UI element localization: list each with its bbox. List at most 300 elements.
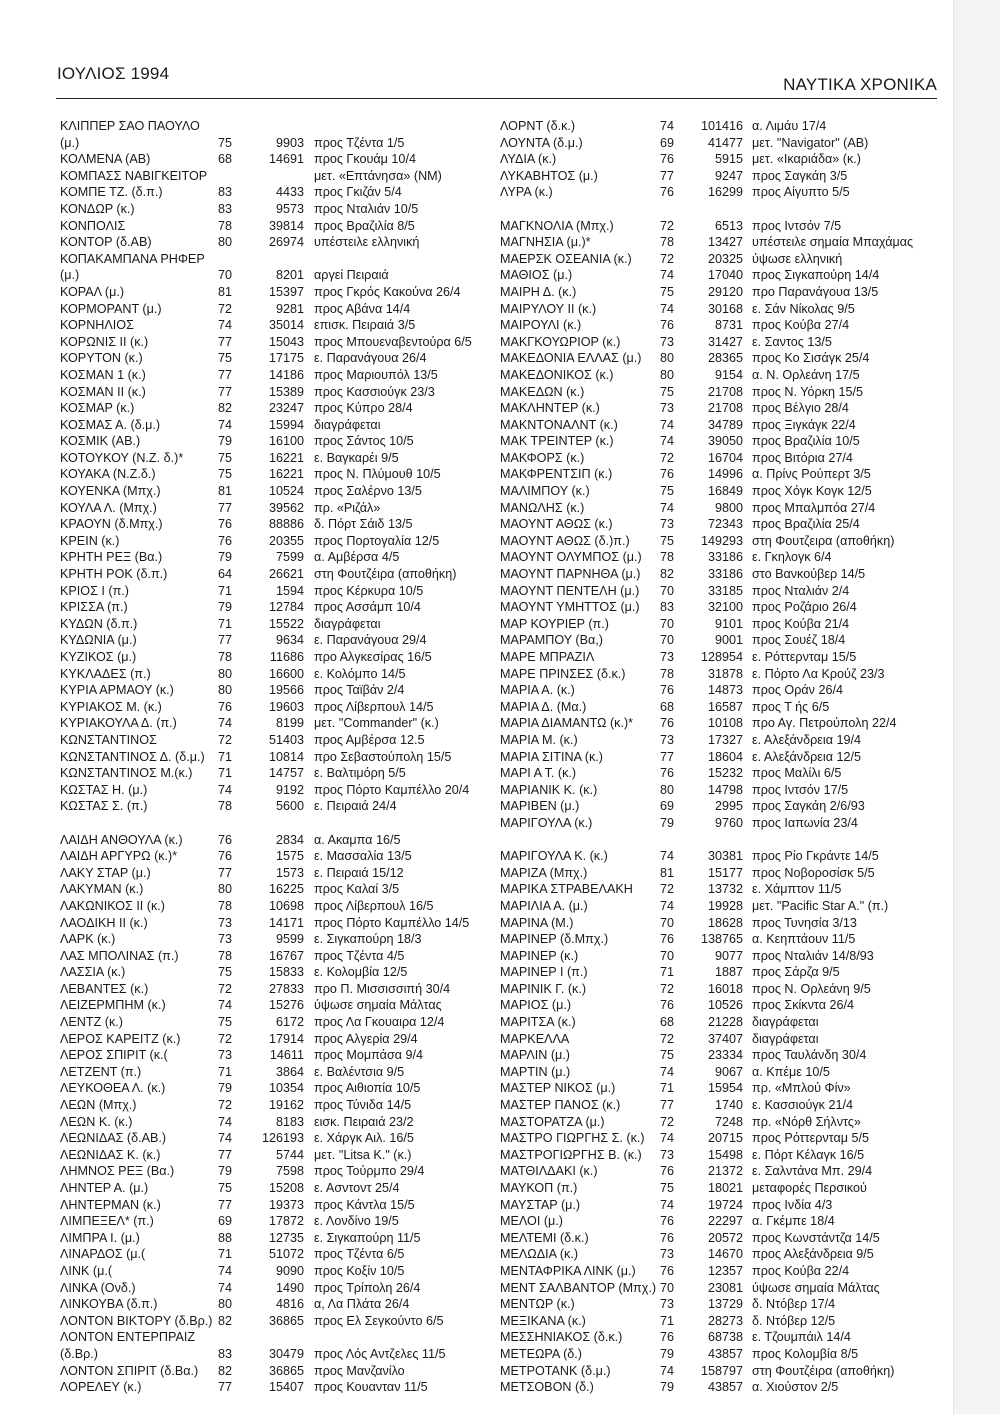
ship-status: προς Σαγκάη 2/6/93 <box>752 799 865 814</box>
ship-status: ε. Αλεξάνδρεια 12/5 <box>752 749 861 764</box>
ship-row <box>500 931 945 948</box>
ship-row <box>60 1363 500 1380</box>
ship-tonnage: 1887 <box>714 965 743 980</box>
ship-tonnage: 12357 <box>707 1263 743 1278</box>
ship-tonnage: 31427 <box>707 334 743 349</box>
ship-row <box>500 782 945 799</box>
ship-tonnage: 21228 <box>707 1015 743 1030</box>
ship-row <box>60 218 500 235</box>
ship-row <box>500 1097 945 1114</box>
ship-name: ΜΑΡΙΝΕΡ (δ.Μπχ.) <box>500 932 609 947</box>
ship-row <box>60 1014 500 1031</box>
ship-year: 74 <box>218 782 233 797</box>
ship-status: ε. Παρανάγουα 29/4 <box>314 633 427 648</box>
ship-status: α. Κπέμε 10/5 <box>752 1064 830 1079</box>
ship-row <box>60 135 500 152</box>
ship-tonnage: 17327 <box>707 732 743 747</box>
ship-row <box>60 483 500 500</box>
ship-tonnage: 8201 <box>275 268 304 283</box>
ship-name: ΜΑΚΓΚΟΥΩΡΙΟΡ (κ.) <box>500 334 621 349</box>
ship-name: ΚΟΣΜΑΝ ΙΙ (κ.) <box>60 384 146 399</box>
ship-year: 76 <box>660 683 675 698</box>
ship-year: 81 <box>660 865 675 880</box>
ship-status: ε. Βαγκαρέι 9/5 <box>314 450 399 465</box>
ship-status: α. Αμβέρσα 4/5 <box>314 550 400 565</box>
ship-status: προς Κύπρο 28/4 <box>314 401 413 416</box>
ship-row <box>500 682 945 699</box>
ship-status: προς Ταϊβάν 2/4 <box>314 683 405 698</box>
ship-status: προς Ασσάμπ 10/4 <box>314 600 421 615</box>
ship-status: ε. Κασσιούγκ 21/4 <box>752 1098 853 1113</box>
ship-row <box>500 732 945 749</box>
ship-year: 69 <box>660 799 675 814</box>
ship-name: ΛΕΙΖΕΡΜΠΗΜ (κ.) <box>60 998 166 1013</box>
ship-tonnage: 68738 <box>707 1330 743 1345</box>
ship-status: προς Αλεξάνδρεια 9/5 <box>752 1247 874 1262</box>
ship-name: ΜΑΙΡΗ Δ. (κ.) <box>500 284 577 299</box>
ship-name: ΜΑΡΙ Α Τ. (κ.) <box>500 766 577 781</box>
ship-name: ΛΟΝΤΟΝ ΕΝΤΕΡΠΡΑΙΖ <box>60 1330 196 1345</box>
ship-year: 76 <box>660 185 675 200</box>
ship-name: ΜΑΚΦΟΡΣ (κ.) <box>500 450 585 465</box>
ship-status: μετ. "Navigator" (ΑΒ) <box>752 135 869 150</box>
ship-year: 79 <box>218 434 233 449</box>
ship-year: 77 <box>660 1098 675 1113</box>
ship-year: 76 <box>218 832 233 847</box>
ship-status: προς Βραζιλία 25/4 <box>752 517 860 532</box>
ship-tonnage: 13427 <box>707 235 743 250</box>
ship-tonnage: 29120 <box>707 284 743 299</box>
ship-status: προς Βραζιλία 10/5 <box>752 434 860 449</box>
ship-tonnage: 128954 <box>700 650 743 664</box>
ship-row <box>500 184 945 201</box>
ship-status: προς Σαλέρνο 13/5 <box>314 484 422 499</box>
ship-year: 74 <box>660 500 675 515</box>
ship-status: προς Αβάνα 14/4 <box>314 301 411 316</box>
ship-row <box>500 1296 945 1313</box>
ship-row <box>500 1163 945 1180</box>
ship-name: ΜΑΛΙΜΠΟΥ (κ.) <box>500 484 590 499</box>
ship-name: ΜΑΡΙΝΑ (Μ.) <box>500 915 574 930</box>
ship-row <box>60 649 500 666</box>
ship-name: ΚΟΜΠΑΣΣ ΝΑΒΙΓΚΕΙΤΟΡ <box>60 168 208 183</box>
ship-year: 74 <box>660 898 675 913</box>
ship-status: α. Ακαμπα 16/5 <box>314 832 401 847</box>
ship-tonnage: 15232 <box>707 766 743 781</box>
ship-tonnage: 15177 <box>707 865 743 880</box>
ship-year: 72 <box>660 882 675 897</box>
ship-row <box>60 400 500 417</box>
ship-name: ΚΩΝΣΤΑΝΤΙΝΟΣ <box>60 732 157 747</box>
ship-row <box>500 1014 945 1031</box>
ship-tonnage: 2834 <box>275 832 304 847</box>
ship-row <box>60 1263 500 1280</box>
ship-tonnage: 15389 <box>268 384 304 399</box>
ship-tonnage: 33186 <box>707 550 743 565</box>
ship-name: ΛΟΝΤΟΝ ΒΙΚΤΟΡΥ (δ.Βρ.) <box>60 1313 213 1328</box>
ship-row <box>500 417 945 434</box>
ship-row <box>60 765 500 782</box>
ship-status: προς Κασσιούγκ 23/3 <box>314 384 435 399</box>
ship-row <box>500 267 945 284</box>
ship-name: ΜΕΝΤ ΣΑΛΒΑΝΤΟΡ (Μπχ.) <box>500 1280 657 1295</box>
ship-tonnage: 20325 <box>707 251 743 266</box>
ship-status: ύψωσε σημαία Μάλτας <box>752 1280 880 1295</box>
ship-row <box>60 599 500 616</box>
ship-year: 77 <box>660 749 675 764</box>
ship-row <box>60 798 500 815</box>
ship-year: 72 <box>660 981 675 996</box>
ship-tonnage: 41477 <box>707 135 743 150</box>
ship-status: προς Κολομβία 8/5 <box>752 1346 859 1361</box>
ship-status: προ Παρανάγουα 13/5 <box>752 284 879 299</box>
ship-name: ΚΟΣΜΑΝ 1 (κ.) <box>60 367 146 382</box>
ship-tonnage: 14798 <box>707 782 743 797</box>
ship-name: ΚΟΥΕΝΚΑ (Μπχ.) <box>60 484 161 499</box>
ship-row <box>500 1080 945 1097</box>
ship-name: ΚΡΙΣΣΑ (π.) <box>60 600 128 615</box>
ship-name: ΜΑΡΕ ΜΠΡΑΖΙΛ <box>500 650 595 664</box>
ship-name: ΜΑΓΝΗΣΙΑ (μ.)* <box>500 235 591 250</box>
ship-name: ΚΩΣΤΑΣ Σ. (π.) <box>60 799 148 814</box>
ship-status: προς Καλαί 3/5 <box>314 882 400 897</box>
ship-tonnage: 9281 <box>275 301 304 316</box>
ship-status: ε. Σάν Νίκολας 9/5 <box>752 301 855 316</box>
ship-tonnage: 8731 <box>714 318 743 333</box>
ship-row <box>500 400 945 417</box>
ship-row <box>60 915 500 932</box>
ship-status: προς Βέλγιο 28/4 <box>752 401 849 416</box>
ship-year: 76 <box>218 533 233 548</box>
ship-row <box>500 583 945 600</box>
ship-row <box>60 616 500 633</box>
ship-tonnage: 1740 <box>714 1098 743 1113</box>
ship-year: 72 <box>660 251 675 266</box>
ship-name: ΜΑΕΡΣΚ ΟΣΕΑΝΙΑ (κ.) <box>500 251 632 266</box>
ship-name: ΚΥΡΙΑΚΟΥΛΑ Δ. (π.) <box>60 716 177 731</box>
ship-row <box>60 1163 500 1180</box>
ship-year: 76 <box>218 699 233 714</box>
ship-tonnage: 21708 <box>707 384 743 399</box>
section-gap <box>60 815 500 832</box>
ship-status: προς Γκιζάν 5/4 <box>314 185 402 200</box>
ship-status: προς Μπουεναβεντούρα 6/5 <box>314 334 472 349</box>
ship-year: 77 <box>218 1147 233 1162</box>
ship-status: ύψωσε σημαία Μάλτας <box>314 998 442 1013</box>
ship-tonnage: 27833 <box>268 981 304 996</box>
section-gap <box>500 201 945 218</box>
ship-year: 76 <box>218 849 233 864</box>
ship-row <box>60 1230 500 1247</box>
ship-row <box>60 184 500 201</box>
ship-tonnage: 35014 <box>268 318 304 333</box>
ship-row <box>60 1147 500 1164</box>
ship-status: ε. Πόρτο Λα Κρούζ 23/3 <box>752 666 885 681</box>
ship-tonnage: 16299 <box>707 185 743 200</box>
ship-name: ΚΡΗΤΗ ΡΟΚ (δ.π.) <box>60 567 168 582</box>
ship-row <box>500 466 945 483</box>
ship-row <box>500 1263 945 1280</box>
ship-row <box>60 1296 500 1313</box>
ship-status: ε. Μασσαλία 13/5 <box>314 849 412 864</box>
ship-status: προς Χόγκ Κογκ 12/5 <box>752 484 872 499</box>
ship-row <box>500 516 945 533</box>
ship-row <box>60 234 500 251</box>
section-gap <box>500 832 945 849</box>
ship-tonnage: 14171 <box>268 915 304 930</box>
ship-tonnage: 9077 <box>714 948 743 963</box>
ship-row <box>500 433 945 450</box>
ship-year: 76 <box>660 318 675 333</box>
ship-status: ε. Σιγκαπούρη 11/5 <box>314 1230 421 1245</box>
ship-row <box>60 317 500 334</box>
ship-year: 78 <box>218 898 233 913</box>
ship-tonnage: 158797 <box>700 1363 743 1378</box>
ship-tonnage: 15954 <box>707 1081 743 1096</box>
ship-status: στη Φουτζειρα (αποθήκη) <box>752 533 895 548</box>
ship-status: α. Ν. Ορλεάνη 17/5 <box>752 367 860 382</box>
ship-name: ΚΡΑΟΥΝ (δ.Μπχ.) <box>60 517 163 532</box>
ship-tonnage: 16225 <box>268 882 304 897</box>
ship-year: 77 <box>218 384 233 399</box>
ship-name: ΛΑΡΚ (κ.) <box>60 932 116 947</box>
ship-status: προς Ταυλάνδη 30/4 <box>752 1048 867 1063</box>
ship-name: (μ.) <box>60 135 80 150</box>
ship-name: ΜΑΡΕ ΠΡΙΝΣΕΣ (δ.κ.) <box>500 666 626 681</box>
ship-year: 74 <box>660 1064 675 1079</box>
ship-row <box>500 1197 945 1214</box>
ship-name: ΛΕΩΝ (Μπχ.) <box>60 1098 137 1113</box>
ship-tonnage: 15498 <box>707 1147 743 1162</box>
ship-name: ΚΟΡΝΗΛΙΟΣ <box>60 318 134 333</box>
ship-name: ΜΕΛΩΔΙΑ (κ.) <box>500 1247 579 1262</box>
ship-row <box>500 666 945 683</box>
ship-tonnage: 8199 <box>275 716 304 731</box>
ship-status: προς Ιντσόν 7/5 <box>752 218 842 233</box>
ship-year: 73 <box>218 1048 233 1063</box>
ship-status: επισκ. Πειραιά 3/5 <box>314 318 416 333</box>
ship-status: πρ. «Μπλού Φίν» <box>752 1081 851 1096</box>
ship-row <box>500 1064 945 1081</box>
ship-row <box>500 699 945 716</box>
ship-tonnage: 88886 <box>268 517 304 532</box>
ship-name: ΜΕΣΣΗΝΙΑΚΟΣ (δ.κ.) <box>500 1330 623 1345</box>
ship-year: 75 <box>660 533 675 548</box>
ship-row <box>500 948 945 965</box>
ship-name: ΜΑΡΙΝΕΡ (κ.) <box>500 948 579 963</box>
ship-row <box>500 234 945 251</box>
ship-year: 80 <box>218 882 233 897</box>
ship-year: 70 <box>218 268 233 283</box>
ship-tonnage: 2995 <box>714 799 743 814</box>
ship-name: ΜΑΡΙΤΣΑ (κ.) <box>500 1015 576 1030</box>
ship-row <box>500 915 945 932</box>
ship-status: ε. Κολομβία 12/5 <box>314 965 408 980</box>
ship-status: α. Χιούστον 2/5 <box>752 1380 839 1395</box>
ship-name: ΛΑΟΔΙΚΗ ΙΙ (κ.) <box>60 915 148 930</box>
ship-name: ΛΙΝΚΟΥΒΑ (δ.π.) <box>60 1297 158 1312</box>
ship-tonnage: 7599 <box>275 550 304 565</box>
page-edge-shadow <box>953 0 1000 1414</box>
ship-row <box>500 1130 945 1147</box>
ship-row <box>60 1280 500 1297</box>
ship-row <box>60 466 500 483</box>
ship-status: πρ. «Ριζάλ» <box>314 500 381 515</box>
ship-row <box>60 267 500 284</box>
ship-row <box>500 599 945 616</box>
ship-year: 80 <box>218 235 233 250</box>
ship-year: 75 <box>218 351 233 366</box>
ship-tonnage: 30168 <box>707 301 743 316</box>
ship-row <box>60 981 500 998</box>
ship-year: 88 <box>218 1230 233 1245</box>
ship-year: 81 <box>218 484 233 499</box>
ship-status: προς Ξιγκάγκ 22/4 <box>752 417 856 432</box>
ship-name: ΜΑΣΤΡΟ ΓΙΩΡΓΗΣ Σ. (κ.) <box>500 1131 645 1146</box>
ship-year: 80 <box>660 782 675 797</box>
ship-year: 76 <box>660 1214 675 1229</box>
ship-row <box>500 284 945 301</box>
ship-tonnage: 14670 <box>707 1247 743 1262</box>
ship-name: ΜΑΝΩΛΗΣ (κ.) <box>500 500 585 515</box>
ship-status: προς Γκουάμ 10/4 <box>314 152 416 167</box>
ship-name: ΜΑΘΙΟΣ (μ.) <box>500 268 573 283</box>
ship-row <box>500 151 945 168</box>
ship-year: 74 <box>218 998 233 1013</box>
ship-row <box>60 682 500 699</box>
ship-name: ΚΟΥΛΑ Λ. (Μπχ.) <box>60 500 157 515</box>
ship-row <box>60 549 500 566</box>
ship-name: ΜΑΡΙΑ Μ. (κ.) <box>500 732 578 747</box>
ship-row <box>60 699 500 716</box>
ship-name: ΛΥΔΙΑ (κ.) <box>500 152 557 167</box>
ship-tonnage: 9247 <box>714 168 743 183</box>
ship-name: ΜΑΚΕΔΟΝΙΑ ΕΛΛΑΣ (μ.) <box>500 351 642 366</box>
ship-status: προς Κάντλα 15/5 <box>314 1197 415 1212</box>
ship-status: διαγράφεται <box>314 616 381 631</box>
ship-status: προς Τζέντα 6/5 <box>314 1247 405 1262</box>
ship-tonnage: 23247 <box>268 401 304 416</box>
ship-year: 72 <box>660 450 675 465</box>
ship-tonnage: 12784 <box>268 600 304 615</box>
ship-tonnage: 19373 <box>268 1197 304 1212</box>
ship-year: 70 <box>660 616 675 631</box>
ship-row <box>500 533 945 550</box>
ship-name: ΚΟΥΑΚΑ (Ν.Ζ.δ.) <box>60 467 156 482</box>
ship-row <box>60 848 500 865</box>
ship-tonnage: 34789 <box>707 417 743 432</box>
ship-row <box>500 1047 945 1064</box>
ship-row <box>500 1230 945 1247</box>
ship-tonnage: 28273 <box>707 1313 743 1328</box>
ship-row <box>60 997 500 1014</box>
ship-tonnage: 1575 <box>275 849 304 864</box>
ship-status: προς Μομπάσα 9/4 <box>314 1048 424 1063</box>
ship-row <box>500 848 945 865</box>
ship-row <box>500 500 945 517</box>
ship-row <box>60 151 500 168</box>
ship-status: προς Σουέζ 18/4 <box>752 633 846 648</box>
ship-year: 76 <box>660 152 675 167</box>
ship-year: 70 <box>660 633 675 648</box>
ship-name: ΚΟΣΜΙΚ (ΑΒ.) <box>60 434 141 449</box>
ship-tonnage: 14691 <box>268 152 304 167</box>
ship-name: ΚΩΝΣΤΑΝΤΙΝΟΣ Δ. (δ.μ.) <box>60 749 205 764</box>
ship-year: 68 <box>660 699 675 714</box>
ship-name: ΛΕΩΝΙΔΑΣ (δ.ΑΒ.) <box>60 1131 167 1146</box>
ship-status: προς Νοβοροσίσκ 5/5 <box>752 865 875 880</box>
ship-name: ΜΕΤΕΩΡΑ (δ.) <box>500 1346 582 1361</box>
ship-row <box>500 964 945 981</box>
ship-name: ΛΑΚΩΝΙΚΟΣ ΙΙ (κ.) <box>60 898 165 913</box>
ship-name: ΛΕΝΤΖ (κ.) <box>60 1015 123 1030</box>
ship-tonnage: 10814 <box>268 749 304 764</box>
ship-row <box>500 566 945 583</box>
ship-year: 72 <box>218 1031 233 1046</box>
ship-row <box>500 765 945 782</box>
ship-tonnage: 33186 <box>707 567 743 582</box>
ship-tonnage: 9101 <box>714 616 743 631</box>
ship-row <box>60 749 500 766</box>
ship-name: ΚΟΡΥΤΟΝ (κ.) <box>60 351 143 366</box>
ship-name: ΜΑΚΛΗΝΤΕΡ (κ.) <box>500 401 600 416</box>
ship-year: 69 <box>218 1214 233 1229</box>
ship-status: προς Νταλιάν 14/8/93 <box>752 948 874 963</box>
ship-tonnage: 23334 <box>707 1048 743 1063</box>
ship-name: ΚΡΙΟΣ Ι (π.) <box>60 583 129 598</box>
ship-tonnage: 28365 <box>707 351 743 366</box>
right-column <box>500 118 945 1396</box>
ship-year: 76 <box>660 1164 675 1179</box>
ship-status: προς Νταλιάν 2/4 <box>752 583 850 598</box>
ship-year: 81 <box>218 284 233 299</box>
ship-name: ΜΑΡΙΝΙΚ Γ. (κ.) <box>500 981 587 996</box>
ship-row <box>60 168 500 185</box>
ship-year: 76 <box>660 467 675 482</box>
ship-status: προς Αιθιοπία 10/5 <box>314 1081 421 1096</box>
ship-name: ΚΟΡΜΟΡΑΝΤ (μ.) <box>60 301 162 316</box>
ship-name: ΛΥΡΑ (κ.) <box>500 185 553 200</box>
ship-year: 76 <box>660 1230 675 1245</box>
ship-status: στο Βανκούβερ 14/5 <box>752 567 866 582</box>
ship-row <box>500 549 945 566</box>
ship-year: 75 <box>218 965 233 980</box>
ship-tonnage: 1594 <box>275 583 304 598</box>
ship-year: 75 <box>660 1048 675 1063</box>
ship-status: ε. Ρόττερνταμ 15/5 <box>752 650 857 664</box>
ship-name: ΜΑΚΕΔΟΝΙΚΟΣ (κ.) <box>500 367 614 382</box>
ship-tonnage: 4433 <box>275 185 304 200</box>
ship-row <box>60 782 500 799</box>
ship-year: 80 <box>660 351 675 366</box>
ship-status: προς Τρίπολη 26/4 <box>314 1280 421 1295</box>
ship-status: ε. Πόρτ Κέλαγκ 16/5 <box>752 1147 865 1162</box>
ship-year: 82 <box>218 1313 233 1328</box>
ship-name: ΛΟΡΕΛΕΥ (κ.) <box>60 1380 142 1395</box>
ship-status: ε. Αλεξάνδρεια 19/4 <box>752 732 861 747</box>
ship-year: 75 <box>660 1181 675 1195</box>
ship-status: προς Λίβερπουλ 16/5 <box>314 898 434 913</box>
ship-status: προς Κο Σισάγκ 25/4 <box>752 351 870 366</box>
ship-status: ε. Τζουμπάιλ 14/4 <box>752 1330 851 1345</box>
ship-row <box>60 284 500 301</box>
ship-name: ΜΑΡΙΟΣ (μ.) <box>500 998 572 1013</box>
ship-tonnage: 9192 <box>275 782 304 797</box>
ship-row <box>60 251 500 268</box>
ship-tonnage: 17872 <box>268 1214 304 1229</box>
ship-year: 82 <box>660 567 675 582</box>
ship-year: 73 <box>660 517 675 532</box>
